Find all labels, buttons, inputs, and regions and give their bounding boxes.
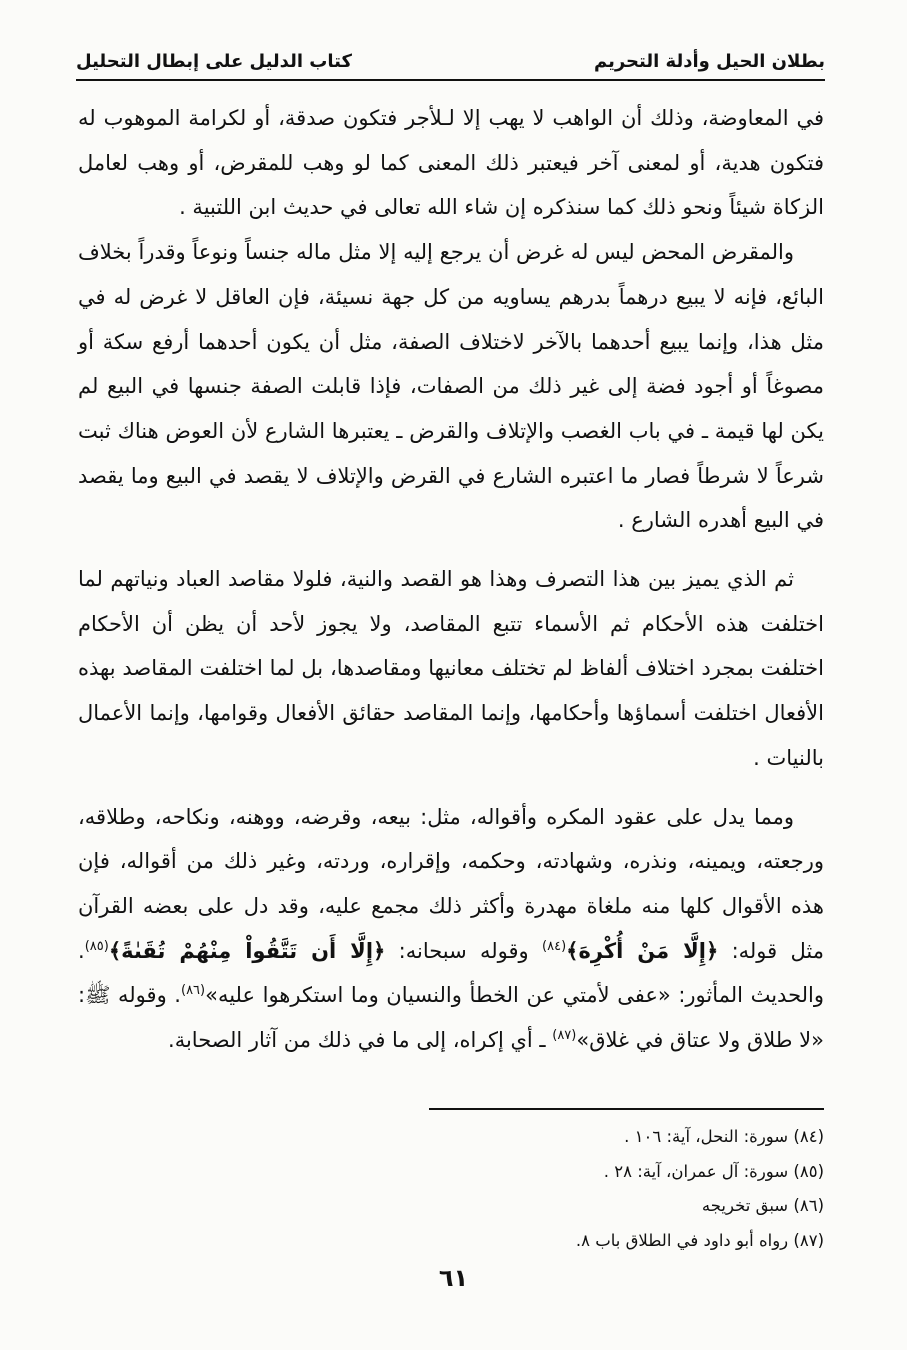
paragraph-4-ending: ـ أي إكراه، إلى ما في ذلك من آثار الصحابة. (168, 1028, 553, 1053)
paragraph-4-connector: وقوله سبحانه: (385, 938, 543, 963)
paragraph-4 (78, 795, 824, 1063)
paragraph-1: في المعاوضة، وذلك أن الواهب لا يهب إلا لـلأجر فتكون صدقة، أو لكرامة الموهوب له فتكون هدية، أو لمعنى آخر فيعتبر ذلك المعنى كما لو وهب للمقرض، أو وهب لعامل الزكاة شيئاً ونحو ذلك كما سنذكره إن شاء الله تعالى في حديث ابن اللتبية . (78, 106, 824, 220)
footnote-86: (٨٦) سبق تخريجه (701, 1196, 824, 1215)
hadith-2: . وقوله ﷺ: «لا طلاق ولا عتاق في غلاق» (78, 983, 824, 1053)
quran-verse-2: ﴿إِلَّا أَن تَتَّقُواْ مِنْهُمْ تُقَىٰةً﴾ (108, 938, 386, 963)
footnote-84: (٨٤) سورة: النحل، آية: ١٠٦ . (624, 1127, 824, 1146)
footnote-87: (٨٧) رواه أبو داود في الطلاق باب ٨. (575, 1230, 824, 1250)
header-book-section-title: بطلان الحيل وأدلة التحريم (593, 51, 825, 72)
main-text (78, 96, 824, 1063)
quran-verse-1: ﴿إِلَّا مَنْ أُكْرِهَ﴾ (566, 938, 719, 963)
hadith-1: . والحديث المأثور: «عفى لأمتي عن الخطأ والنسيان وما استكرهوا عليه» (78, 938, 825, 1008)
footnote-divider (429, 1108, 824, 1110)
paragraph-2: والمقرض المحض ليس له غرض أن يرجع إليه إلا مثل ماله جنساً ونوعاً وقدراً بخلاف البائع، فإنه لا يبيع درهماً بدرهم يساويه من كل جهة نسيئة، فإن العاقل لا غرض له في مثل هذا، وإنما يبيع أحدهما بالآخر لاختلاف الصفة، مثل أن يكون أحدهما أرفع سكة أو مصوغاً أو أجود فضة إلى غير ذلك من الصفات، فإذا قابلت الصفة جنسها في البيع لم يكن لها قيمة ـ في باب الغصب والإتلاف والقرض ـ يعتبرها الشارع لأن العوض هناك ثبت شرعاً لا شرطاً فصار ما اعتبره الشارع في القرض والإتلاف لا يقصد في البيع وما يقصد في البيع أهدره الشارع . (78, 240, 824, 533)
paragraph-3: ثم الذي يميز بين هذا التصرف وهذا هو القصد والنية، فلولا مقاصد العباد ونياتهم لما اختلفت هذه الأحكام ثم الأسماء تتبع المقاصد، ولا يجوز لأحد أن يظن أن الأحكام اختلفت بمجرد اختلاف ألفاظ لم تختلف معانيها ومقاصدها، بل لما اختلفت المقاصد بهذه الأفعال اختلفت أسماؤها وأحكامها، وإنما المقاصد حقائق الأفعال وقوامها، وإنما الأعمال بالنيات . (78, 567, 824, 770)
footnote-ref-85: (٨٥) (84, 938, 109, 954)
footnotes (260, 1120, 824, 1258)
footnote-ref-86: (٨٦) (180, 983, 206, 999)
header-book-title: كتاب الدليل على إبطال التحليل (76, 51, 352, 72)
page-number: ٦١ (438, 1264, 469, 1292)
header-divider (76, 79, 825, 81)
paragraph-4-intro: ومما يدل على عقود المكره وأقواله، مثل: بيعه، وقرضه، ووهنه، ونكاحه، وطلاقه، ورجعته، ويمينه، ونذره، وشهادته، وحكمه، وإقراره، وردته، وغير ذلك من أقواله، فإن هذه الأقوال كلها منه ملغاة مهدرة وأكثر ذلك مجمع عليه، وقد دل على بعضه القرآن مثل قوله: (78, 804, 824, 963)
footnote-85: (٨٥) سورة: آل عمران، آية: ٢٨ . (603, 1161, 824, 1181)
footnote-ref-84: (٨٤) (542, 938, 567, 954)
footnote-ref-87: (٨٧) (552, 1028, 577, 1044)
running-header (76, 40, 825, 72)
